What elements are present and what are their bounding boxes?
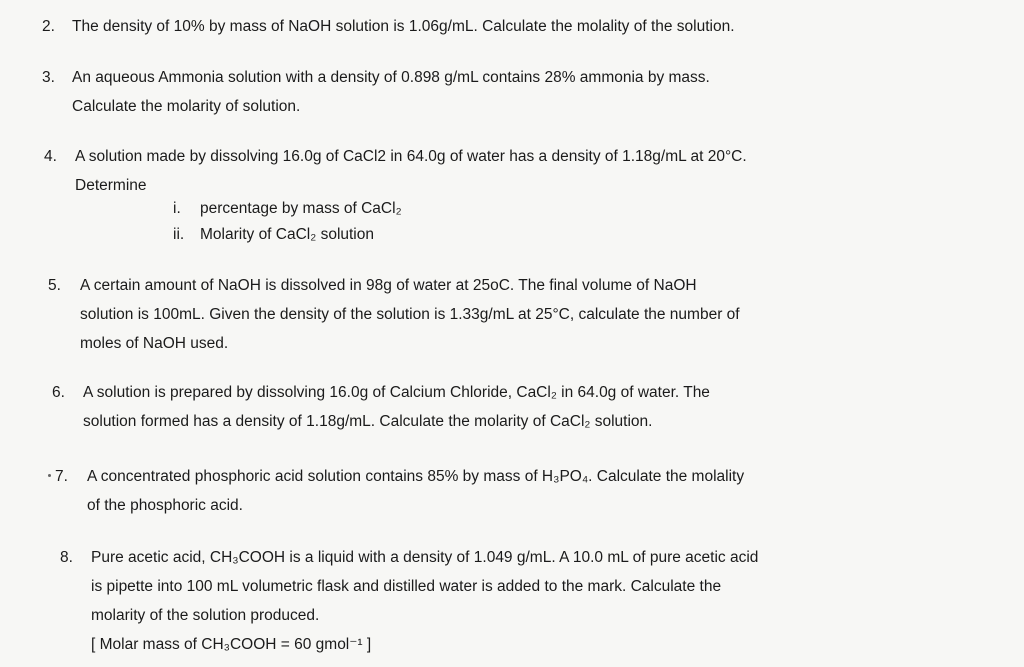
sub-item-text: percentage by mass of CaCl₂	[200, 200, 402, 217]
question-text-line: The density of 10% by mass of NaOH solution is 1.06g/mL. Calculate the molality of the solution.	[72, 18, 735, 35]
question-text-line: Calculate the molarity of solution.	[72, 98, 301, 115]
question-text-line: A certain amount of NaOH is dissolved in 98g of water at 25oC. The final volume of NaOH	[80, 277, 697, 294]
question-text-line: [ Molar mass of CH₃COOH = 60 gmol⁻¹ ]	[91, 636, 372, 653]
sub-item-roman: ii.	[173, 226, 185, 243]
question-text-line: molarity of the solution produced.	[91, 607, 320, 624]
question-text-line: An aqueous Ammonia solution with a density of 0.898 g/mL contains 28% ammonia by mass.	[72, 69, 710, 86]
question-number: 4.	[44, 148, 57, 165]
question-text-line: A concentrated phosphoric acid solution contains 85% by mass of H₃PO₄. Calculate the molality	[87, 468, 745, 485]
question-number: 7.	[55, 468, 68, 485]
question-number: 8.	[60, 549, 73, 566]
question-number: 6.	[52, 384, 65, 401]
question-number: 3.	[42, 69, 55, 86]
question-text-line: Determine	[75, 177, 147, 194]
question-text-line: solution is 100mL. Given the density of the solution is 1.33g/mL at 25°C, calculate the number of	[80, 306, 740, 323]
question-text-line: is pipette into 100 mL volumetric flask and distilled water is added to the mark. Calculate the	[91, 578, 722, 595]
question-text-line: A solution is prepared by dissolving 16.0g of Calcium Chloride, CaCl₂ in 64.0g of water. The	[83, 384, 710, 401]
question-number: 2.	[42, 18, 55, 35]
question-text-line: solution formed has a density of 1.18g/mL. Calculate the molarity of CaCl₂ solution.	[83, 413, 653, 430]
question-number: 5.	[48, 277, 61, 294]
question-text-line: of the phosphoric acid.	[87, 497, 243, 514]
question-text-line: Pure acetic acid, CH₃COOH is a liquid with a density of 1.049 g/mL. A 10.0 mL of pure acetic acid	[91, 549, 759, 566]
question-text-line: moles of NaOH used.	[80, 335, 229, 352]
sub-item-i	[173, 196, 402, 222]
sub-item-roman: i.	[173, 200, 181, 217]
sub-item-text: Molarity of CaCl₂ solution	[200, 226, 374, 243]
question-text-line: A solution made by dissolving 16.0g of CaCl2 in 64.0g of water has a density of 1.18g/mL at 20°C.	[75, 148, 747, 165]
sub-item-ii	[173, 222, 374, 248]
stray-mark	[48, 474, 51, 477]
